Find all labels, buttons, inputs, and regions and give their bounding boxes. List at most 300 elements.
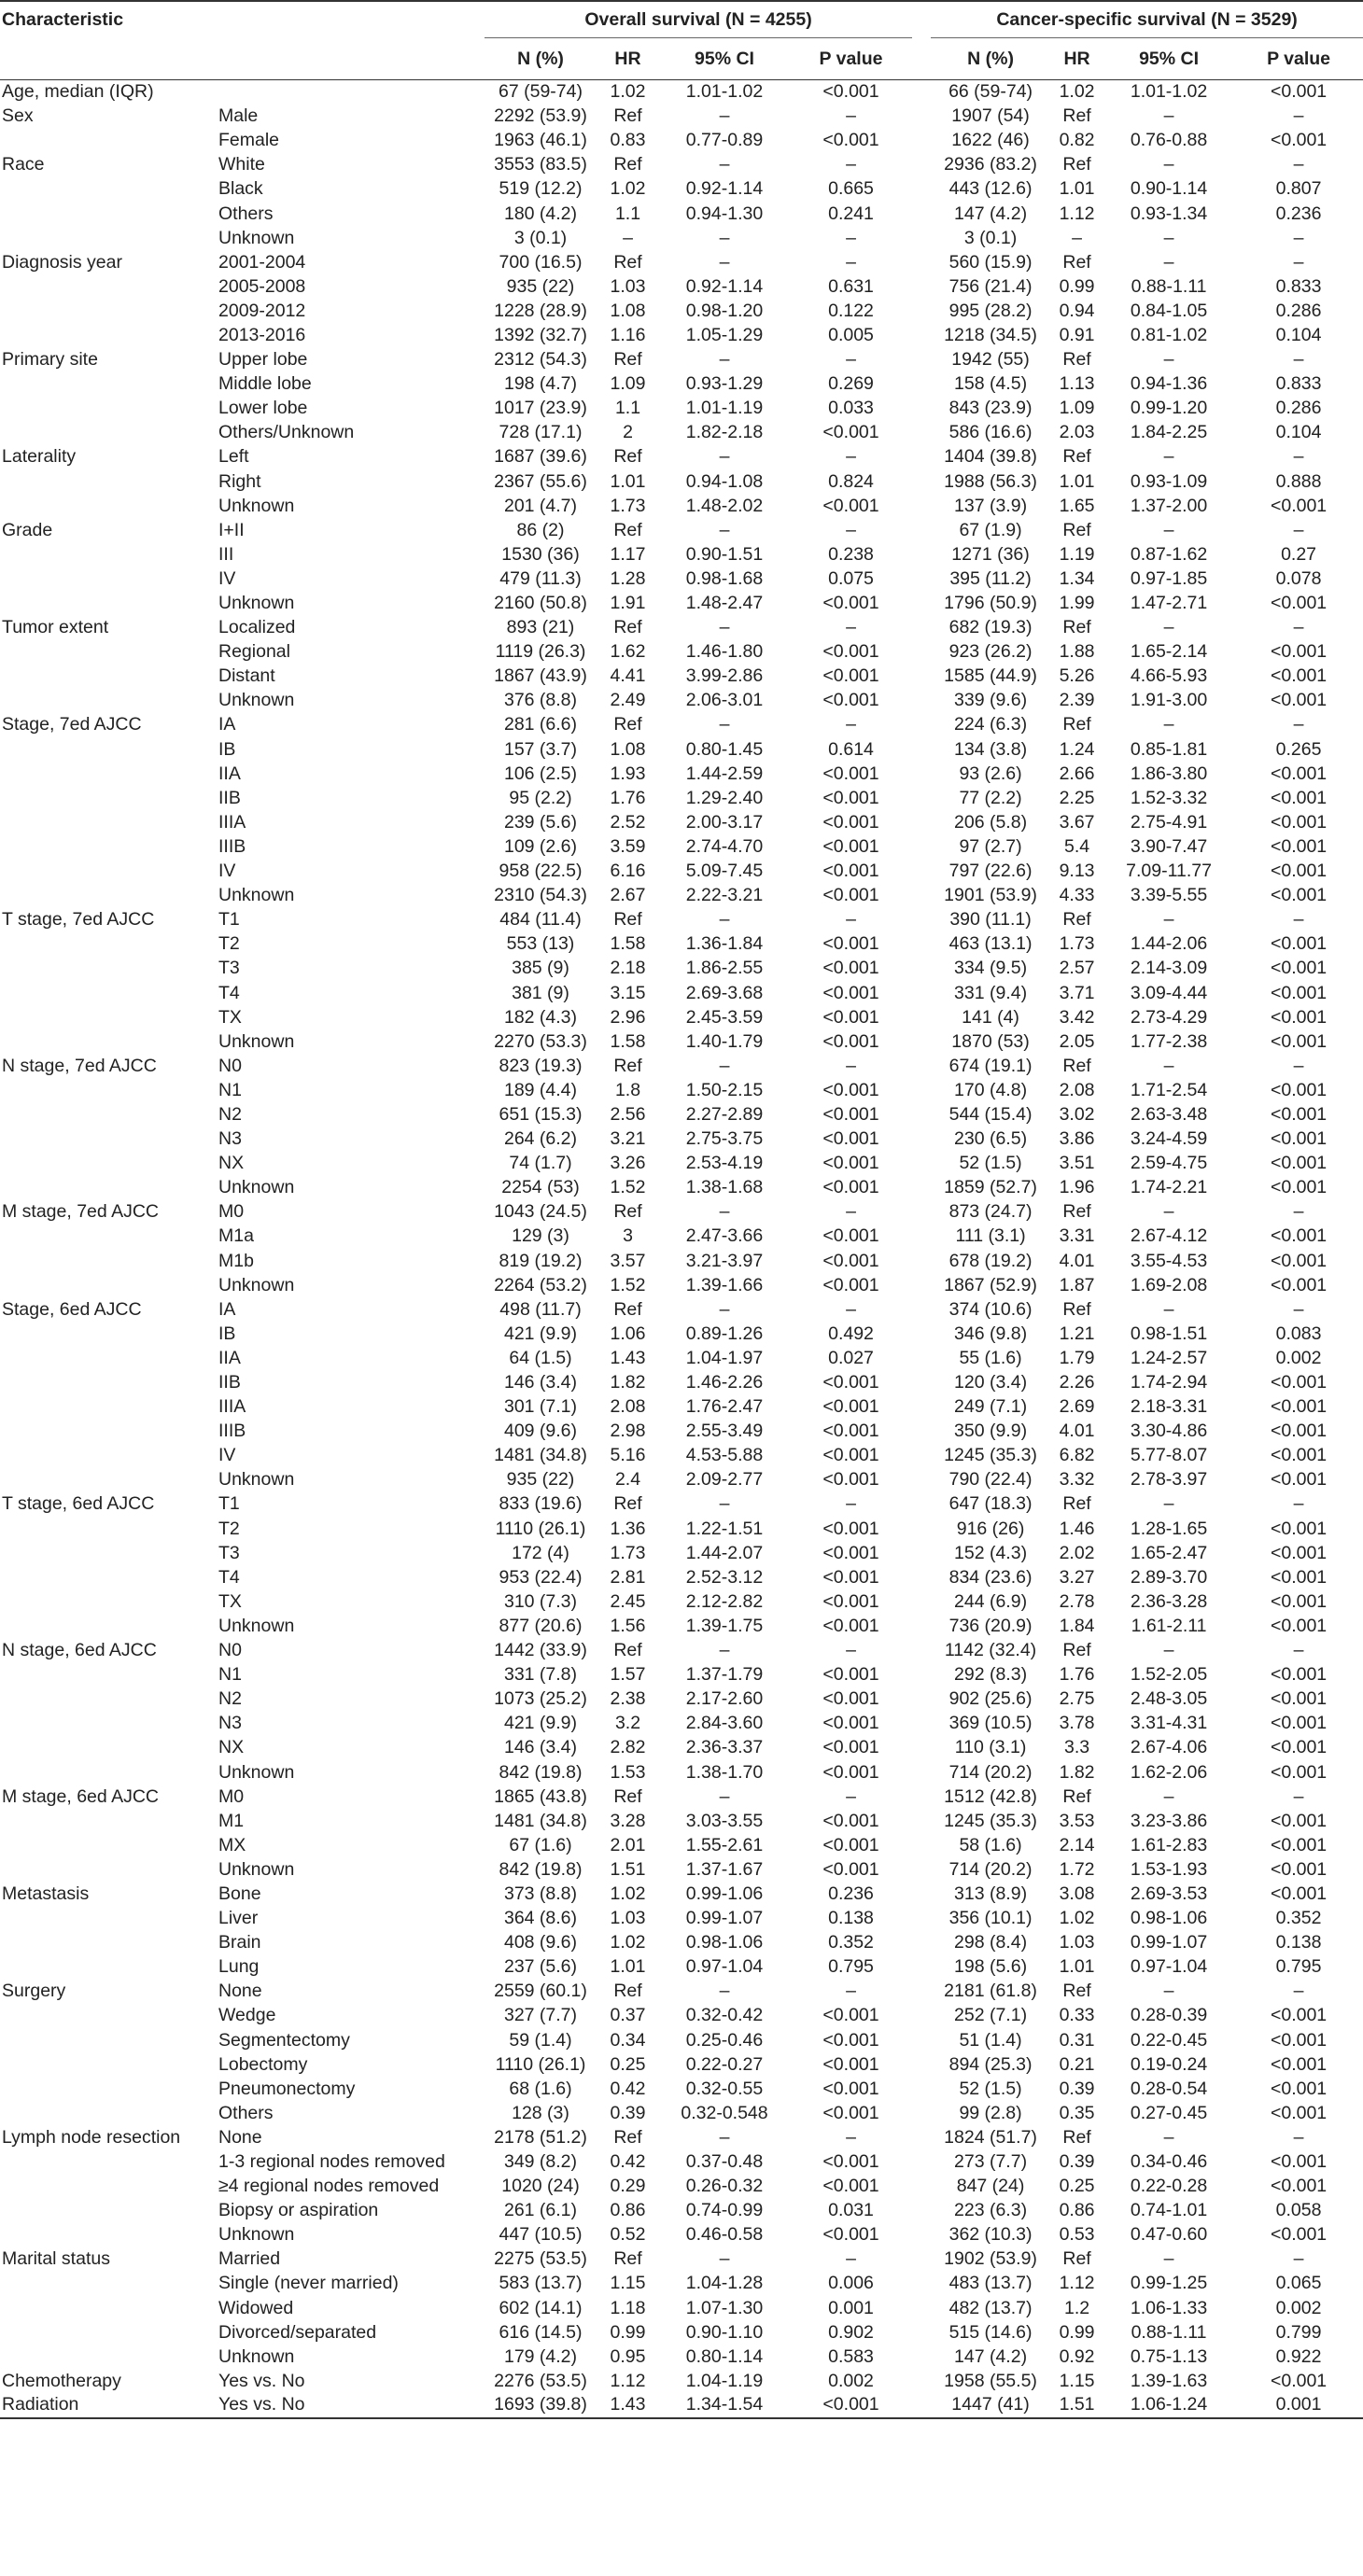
css-hr-cell: Ref [1062,1201,1091,1223]
column-gap [912,397,931,421]
os-hr-cell: 3.59 [610,835,646,857]
css-ci-cell: 1.74-2.21 [1130,1177,1208,1198]
characteristic-cell [0,1614,207,1638]
level-cell: IA [218,1298,236,1320]
column-gap [912,274,931,299]
table-row [0,80,1363,105]
css-hr-cell: 2.05 [1059,1030,1095,1052]
css-p-cell: – [1293,154,1304,175]
css-p-cell: – [1293,519,1304,540]
css-n-cell: 873 (24.7) [948,1201,1033,1223]
characteristic-cell [0,1370,207,1394]
characteristic-cell [0,1955,207,1980]
table-row [0,1980,1363,2004]
os-hr-cell: 1.91 [610,593,646,614]
characteristic-cell [0,2101,207,2125]
os-n-cell: 198 (4.7) [503,373,578,395]
css-p-cell: 0.922 [1275,2345,1322,2367]
column-gap [912,1687,931,1712]
column-gap [912,2272,931,2296]
os-n-cell: 182 (4.3) [503,1006,578,1028]
css-ci-cell: 1.86-3.80 [1130,763,1208,784]
os-hr-cell: Ref [613,519,642,540]
table-row [0,2296,1363,2320]
table-row [0,1444,1363,1468]
characteristic-cell [0,1395,207,1420]
os-ci-cell: – [719,1298,730,1320]
column-gap [912,80,931,105]
column-gap [912,616,931,640]
css-p-cell: <0.001 [1270,2151,1328,2173]
table-row [0,1492,1363,1517]
os-n-cell: 64 (1.5) [509,1347,572,1368]
table-row [0,1102,1363,1127]
css-hr-cell: 2.66 [1059,763,1095,784]
css-n-cell: 756 (21.4) [948,275,1033,297]
level-cell: N0 [218,1640,242,1661]
table-row [0,1029,1363,1054]
os-p-cell: <0.001 [822,690,879,711]
characteristic-cell [0,1444,207,1468]
os-n-cell: 2160 (50.8) [494,593,587,614]
cancer-specific-survival-header: Cancer-specific survival (N = 3529) [931,1,1363,38]
os-hr-cell: 0.99 [610,2321,646,2343]
column-gap [912,1054,931,1078]
css-p-cell: 0.104 [1275,324,1322,345]
os-n-cell: 833 (19.6) [499,1493,583,1515]
column-gap [912,1370,931,1394]
characteristic-cell [0,567,207,591]
os-n-cell: 1392 (32.7) [494,324,587,345]
os-n-cell: 239 (5.6) [503,811,578,833]
level-cell: Wedge [218,2005,276,2026]
css-n-cell: 1245 (35.3) [944,1445,1037,1466]
table-row [0,1176,1363,1200]
os-n-cell: 67 (1.6) [509,1834,572,1855]
css-p-cell: 0.078 [1275,567,1322,589]
os-hr-cell: Ref [613,1640,642,1661]
os-ci-cell: 0.32-0.548 [681,2102,768,2123]
os-n-cell: 1442 (33.9) [494,1640,587,1661]
css-hr-cell: 1.84 [1059,1615,1095,1636]
table-row [0,1420,1363,1444]
css-ci-cell: 0.75-1.13 [1130,2345,1208,2367]
css-hr-cell: 1.46 [1059,1518,1095,1539]
table-row [0,2077,1363,2101]
level-cell: N2 [218,1103,242,1125]
css-ci-cell: 2.48-3.05 [1130,1688,1208,1710]
os-hr-cell: 1.12 [610,2370,646,2391]
os-n-cell: 381 (9) [512,982,569,1003]
column-gap [912,2052,931,2077]
column-gap [912,2393,931,2417]
css-hr-cell: 6.82 [1059,1445,1095,1466]
os-hr-cell: 2 [623,422,633,443]
css-hr-cell: 3.31 [1059,1225,1095,1247]
table-row [0,1078,1363,1102]
os-hr-cell: 1.56 [610,1615,646,1636]
level-cell: Yes vs. No [218,2370,305,2391]
os-n-cell: 3553 (83.5) [494,154,587,175]
css-p-cell: <0.001 [1270,495,1328,516]
table-row [0,105,1363,129]
characteristic-cell: N stage, 7ed AJCC [2,1055,157,1076]
os-ci-cell: 0.74-0.99 [685,2200,764,2221]
css-ci-cell: 3.55-4.53 [1130,1250,1208,1271]
css-ci-cell: 0.76-0.88 [1130,130,1208,151]
column-gap [912,1882,931,1906]
os-hr-cell: 0.95 [610,2345,646,2367]
os-p-cell: – [846,2248,856,2270]
os-ci-cell: 0.80-1.14 [685,2345,764,2367]
characteristic-cell [0,810,207,834]
os-n-cell: 301 (7.1) [503,1396,578,1418]
column-gap [912,957,931,981]
css-n-cell: 482 (13.7) [948,2297,1033,2318]
css-n-cell: 152 (4.3) [954,1542,1028,1563]
os-ci-cell: – [719,714,730,735]
css-hr-cell: 4.01 [1059,1250,1095,1271]
os-ci-cell: 2.55-3.49 [685,1421,764,1442]
css-ci-cell: 2.67-4.12 [1130,1225,1208,1247]
os-hr-cell: 1.01 [610,470,646,492]
column-gap [912,884,931,908]
characteristic-cell [0,372,207,397]
os-n-cell: 953 (22.4) [499,1566,583,1588]
table-row [0,2101,1363,2125]
level-cell: M0 [218,1201,245,1223]
css-n-cell: 198 (5.6) [954,1956,1028,1978]
css-hr-cell: 5.4 [1063,835,1090,857]
css-ci-cell: – [1163,1201,1174,1223]
css-p-cell: <0.001 [1270,1274,1328,1295]
os-n-cell: 1228 (28.9) [494,300,587,321]
os-p-cell: 0.631 [828,275,874,297]
os-hr-cell: 2.49 [610,690,646,711]
table-row [0,2393,1363,2417]
css-p-cell: 0.799 [1275,2321,1322,2343]
os-p-cell: 0.352 [828,1932,874,1953]
level-cell: T1 [218,1493,240,1515]
css-ci-cell: 1.39-1.63 [1130,2370,1208,2391]
css-hr-cell: 0.92 [1059,2345,1095,2367]
column-gap [912,348,931,372]
level-cell: Female [218,130,280,151]
os-n-cell: 146 (3.4) [503,1737,578,1758]
os-ci-cell: 0.98-1.06 [685,1932,764,1953]
column-gap [912,1833,931,1857]
level-cell: IIIA [218,1396,246,1418]
column-gap [912,1809,931,1833]
css-p-cell: <0.001 [1270,2176,1328,2197]
os-n-cell: 373 (8.8) [503,1883,578,1904]
css-ci-cell: 0.90-1.14 [1130,178,1208,200]
css-ci-cell: – [1163,2126,1174,2148]
os-ci-cell: 1.01-1.19 [685,398,764,419]
css-hr-cell: 1.88 [1059,641,1095,663]
css-hr-cell: 1.15 [1059,2370,1095,2391]
os-n-cell: 2275 (53.5) [494,2248,587,2270]
os-ci-cell: 0.94-1.08 [685,470,764,492]
column-gap [912,1565,931,1589]
table-row [0,762,1363,786]
css-p-cell: <0.001 [1270,1225,1328,1247]
os-ci-cell: 1.34-1.54 [659,2393,790,2417]
os-ci-cell: 1.29-2.40 [685,787,764,808]
css-n-cell: 390 (11.1) [949,909,1032,931]
os-hr-cell: 2.82 [610,1737,646,1758]
os-p-cell: 0.033 [828,398,874,419]
column-gap [912,518,931,542]
column-gap [912,1589,931,1614]
css-n-cell: 58 (1.6) [959,1834,1022,1855]
css-p-cell: 0.058 [1275,2200,1322,2221]
characteristic-cell [0,1005,207,1029]
characteristic-cell [0,1736,207,1760]
css-p-cell: <0.001 [1270,861,1328,882]
css-n-cell: 714 (20.2) [948,1858,1033,1880]
level-cell: Biopsy or aspiration [218,2200,379,2221]
level-cell: Widowed [218,2297,294,2318]
os-n-cell: 651 (15.3) [499,1103,583,1125]
column-gap [912,567,931,591]
os-n-cell: 172 (4) [512,1542,569,1563]
level-cell: IA [218,714,236,735]
css-n-cell: 350 (9.9) [954,1421,1028,1442]
os-hr-cell: 1.43 [597,2393,659,2417]
os-p-cell: <0.001 [822,1469,879,1491]
characteristic-cell [0,1833,207,1857]
table-row [0,1249,1363,1273]
os-n-cell: 519 (12.2) [499,178,583,200]
css-p-cell: <0.001 [1270,933,1328,955]
os-n-cell: 2276 (53.5) [494,2370,587,2391]
os-p-cell: <0.001 [822,1250,879,1271]
os-p-cell: <0.001 [822,933,879,955]
os-p-cell: <0.001 [822,422,879,443]
characteristic-cell [0,1687,207,1712]
css-n-cell: 1622 (46) [951,130,1030,151]
table-row [0,2175,1363,2199]
os-p-cell: <0.001 [822,1177,879,1198]
os-p-cell: 0.795 [828,1956,874,1978]
os-n-cell: 2178 (51.2) [494,2126,587,2148]
css-n-cell: 369 (10.5) [948,1713,1033,1734]
css-ci-cell: 3.23-3.86 [1130,1810,1208,1831]
css-hr-cell: 1.01 [1059,470,1095,492]
css-hr-cell: 2.03 [1059,422,1095,443]
overall-survival-header: Overall survival (N = 4255) [485,1,912,38]
os-ci-cell: 2.52-3.12 [685,1566,764,1588]
css-p-cell: <0.001 [1270,1713,1328,1734]
characteristic-cell: T stage, 7ed AJCC [2,909,155,931]
table-row [0,348,1363,372]
characteristic-cell [0,1420,207,1444]
column-gap [912,1760,931,1785]
css-ci-cell: 2.73-4.29 [1130,1006,1208,1028]
column-gap [912,1444,931,1468]
os-hr-cell: Ref [613,714,642,735]
level-cell: NX [218,1737,245,1758]
css-p-cell: 0.083 [1275,1323,1322,1344]
characteristic-cell [0,1127,207,1152]
css-p-cell: <0.001 [1270,1030,1328,1052]
css-ci-cell: 3.24-4.59 [1130,1128,1208,1150]
css-p-cell: <0.001 [1270,1177,1328,1198]
table-row [0,469,1363,494]
os-ci-cell: 2.22-3.21 [685,885,764,906]
os-p-cell: <0.001 [822,1274,879,1295]
os-hr-cell: 0.52 [610,2224,646,2246]
css-p-cell: – [1293,1785,1304,1807]
table-row [0,616,1363,640]
os-p-cell: <0.001 [822,2053,879,2075]
os-hr-cell: 1.36 [610,1518,646,1539]
characteristic-cell [0,1225,207,1249]
os-n-cell: 498 (11.7) [499,1298,582,1320]
os-ci-cell: 0.22-0.27 [685,2053,764,2075]
os-n-cell: 616 (14.5) [499,2321,583,2343]
css-ci-cell: 0.88-1.11 [1131,275,1207,297]
column-gap [912,860,931,884]
css-hr-cell: 2.25 [1059,787,1095,808]
column-gap [912,1152,931,1176]
css-n-cell: 647 (18.3) [948,1493,1033,1515]
os-ci-cell: 0.90-1.10 [685,2321,764,2343]
css-n-cell: 356 (10.1) [948,1908,1033,1929]
os-ci-cell: 1.05-1.29 [685,324,764,345]
css-n-cell: 67 (1.9) [959,519,1022,540]
css-ci-cell: – [1163,1055,1174,1076]
css-hr-cell: 0.86 [1059,2200,1095,2221]
level-cell: Regional [218,641,290,663]
level-cell: IB [218,1323,236,1344]
os-ci-cell: 2.53-4.19 [685,1153,764,1174]
css-n-cell: 586 (16.6) [948,422,1033,443]
level-cell: Others [218,2102,274,2123]
table-row [0,1273,1363,1297]
characteristic-cell [0,834,207,859]
characteristic-cell: Sex [2,105,34,127]
os-p-cell: 0.006 [828,2273,874,2294]
level-cell: T1 [218,909,240,931]
css-p-cell: <0.001 [1270,1518,1328,1539]
characteristic-cell [0,1809,207,1833]
os-ci-cell: 1.50-2.15 [685,1079,764,1100]
os-p-cell: 0.031 [828,2200,874,2221]
os-p-cell: 0.824 [828,470,874,492]
level-cell: IV [218,567,236,589]
os-p-cell: <0.001 [822,1396,879,1418]
os-hr-cell: 2.67 [610,885,646,906]
column-gap [912,1541,931,1565]
os-n-cell: 59 (1.4) [509,2029,572,2051]
css-ci-cell: – [1163,519,1174,540]
os-n-cell: 201 (4.7) [503,495,578,516]
css-hr-cell: 2.26 [1059,1372,1095,1393]
css-n-cell: 158 (4.5) [954,373,1028,395]
css-n-cell: 52 (1.5) [959,1153,1022,1174]
css-p-cell: <0.001 [1270,130,1328,151]
css-hr-cell: Ref [1062,251,1091,273]
css-n-cell: 249 (7.1) [954,1396,1028,1418]
os-n-cell: 264 (6.2) [503,1128,578,1150]
css-ci-cell: 0.19-0.24 [1130,2053,1208,2075]
css-hr-cell: 3.86 [1059,1128,1095,1150]
os-ci-cell: 0.90-1.51 [685,543,764,565]
css-ci-cell: – [1163,227,1174,248]
level-cell: 2013-2016 [218,324,306,345]
table-row [0,518,1363,542]
table-row [0,1370,1363,1394]
css-ci-cell: 3.30-4.86 [1130,1421,1208,1442]
css-p-cell: <0.001 [1270,1128,1328,1150]
os-hr-cell: 2.38 [610,1688,646,1710]
table-row [0,323,1363,347]
css-p-cell: <0.001 [1270,811,1328,833]
os-hr-cell: 1.03 [610,275,646,297]
column-gap [912,1176,931,1200]
css-ci-cell: 0.94-1.36 [1130,373,1208,395]
css-hr-cell: 1.13 [1059,373,1095,395]
characteristic-cell [0,860,207,884]
column-gap [912,2199,931,2223]
os-ci-cell: 3.03-3.55 [685,1810,764,1831]
css-p-cell: <0.001 [1270,1688,1328,1710]
os-n-cell: 421 (9.9) [503,1713,578,1734]
os-p-cell: <0.001 [822,787,879,808]
css-ci-cell: – [1163,446,1174,468]
os-p-cell: 0.001 [828,2297,874,2318]
level-cell: NX [218,1153,245,1174]
os-hr-cell: 1.09 [610,373,646,395]
css-ci-cell: 1.61-2.11 [1131,1615,1207,1636]
os-n-cell: 68 (1.6) [509,2078,572,2099]
css-hr-cell: 1.02 [1059,81,1095,103]
table-row [0,1322,1363,1346]
css-n-cell: 1142 (32.4) [944,1640,1037,1661]
os-hr-cell: 2.96 [610,1006,646,1028]
css-p-cell: <0.001 [1270,1590,1328,1612]
css-hr-cell: 4.33 [1059,885,1095,906]
column-gap [912,713,931,737]
characteristic-cell: Lymph node resection [2,2126,181,2148]
os-hr-cell: 0.42 [610,2151,646,2173]
os-p-cell: <0.001 [822,811,879,833]
column-gap [912,1468,931,1492]
os-ci-cell: – [719,1785,730,1807]
column-gap [912,665,931,689]
characteristic-cell [0,2175,207,2199]
os-p-cell: – [846,1493,856,1515]
css-n-cell: 331 (9.4) [954,982,1028,1003]
table-row [0,2199,1363,2223]
column-gap [912,1102,931,1127]
os-ci-cell: 2.47-3.66 [685,1225,764,1247]
os-p-cell: <0.001 [822,2151,879,2173]
css-p-cell: 0.065 [1275,2273,1322,2294]
level-cell: IIA [218,1347,241,1368]
characteristic-cell [0,226,207,250]
os-ci-cell: – [719,1201,730,1223]
os-hr-cell: Ref [613,154,642,175]
characteristic-cell [0,2272,207,2296]
css-n-cell: 544 (15.4) [948,1103,1033,1125]
os-ci-cell: 0.94-1.30 [685,203,764,224]
level-cell: Unknown [218,885,295,906]
characteristic-cell [0,1589,207,1614]
css-ci-cell: 1.91-3.00 [1130,690,1208,711]
